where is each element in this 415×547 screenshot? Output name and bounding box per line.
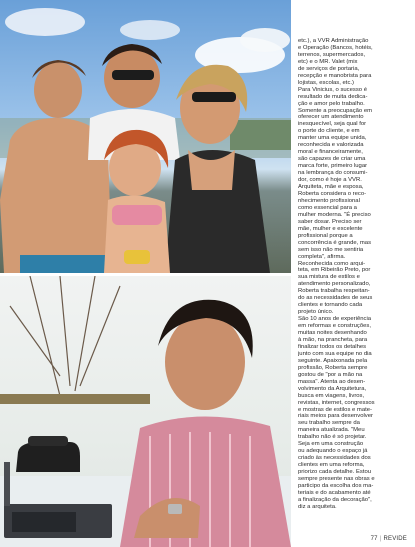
- article-line: resultado de muita dedica-: [298, 93, 368, 100]
- article-line: finalizar todos os detalhes: [298, 343, 367, 350]
- article-line: sua mistura de estilos e: [298, 274, 360, 281]
- article-line: recepção e manobrista para: [298, 72, 372, 79]
- article-line: junto com sua equipe no dia: [298, 350, 372, 357]
- article-line: oferecer um atendimento: [298, 114, 364, 121]
- article-line: gostou de "por a mão na: [298, 371, 363, 378]
- article-line: criado às necessidades dos: [298, 455, 371, 462]
- article-line: teta, em Ribeirão Preto, por: [298, 267, 371, 274]
- article-line: sem isso não me sentiria: [298, 246, 364, 253]
- article-line: na lembrança do consumi-: [298, 170, 368, 177]
- article-line: clientes em uma reforma,: [298, 462, 365, 469]
- article-line: a finalização da decoração",: [298, 496, 372, 503]
- article-line: em reformas e construções,: [298, 323, 372, 330]
- article-line: revistas, internet, congressos: [298, 399, 375, 406]
- article-line: Roberta trabalha respeitan-: [298, 288, 370, 295]
- article-line: busca em viagens, livros,: [298, 392, 365, 399]
- article-line: profissão, Roberta sempre: [298, 364, 368, 371]
- article-line: saber dosar. Preciso ser: [298, 218, 362, 225]
- article-line: o porte do cliente, e em: [298, 128, 360, 135]
- page-number: 77: [370, 536, 378, 542]
- article-line: atendimento personalizado,: [298, 281, 371, 288]
- article-line: marca forte, primeiro lugar: [298, 163, 368, 170]
- article-line: reconhecida e valorizada: [298, 142, 364, 149]
- article-line: sempre presente nas obras e: [298, 476, 375, 483]
- family-photo-illustration: [0, 0, 291, 273]
- article-line: etc.), a VVR Administração: [298, 38, 369, 44]
- article-line: à mão, na prancheta, para: [298, 336, 368, 343]
- portrait-photo: [0, 276, 291, 547]
- article-line: ção e amor pelo trabalho.: [298, 100, 365, 107]
- article-line: teriais e do acabamento até: [298, 489, 371, 496]
- article-line: clientes e tornando cada: [298, 302, 363, 309]
- article-line: do as necessidades de seus: [298, 295, 373, 302]
- folio-separator: |: [379, 536, 382, 542]
- article-line: maneira atualizada. "Meu: [298, 427, 365, 434]
- article-line: terrenos, supermercados,: [298, 51, 366, 58]
- article-line: etc) e o MR. Valet (mix: [298, 58, 358, 65]
- article-line: concorrência é grande, mas: [298, 239, 372, 246]
- article-line: Seja em uma construção: [298, 441, 364, 448]
- magazine-name: REVIDE: [383, 536, 407, 542]
- page-footer: [371, 536, 407, 542]
- article-line: dor, como é hoje a VVR.: [298, 177, 362, 184]
- article-line: Somente a preocupação em: [298, 107, 373, 114]
- article-line: riais meios para desenvolver: [298, 413, 373, 420]
- article-line: ou adequando o espaço já: [298, 448, 368, 455]
- article-line: como essencial para a: [298, 204, 357, 211]
- article-line: são capazes de criar uma: [298, 156, 366, 163]
- article-line: projeto único.: [298, 309, 334, 316]
- article-line: priorizo cada detalhe. Estou: [298, 469, 372, 476]
- article-line: inesquecível, seja qual for: [298, 121, 367, 128]
- article-line: volvimento da Arquitetura,: [298, 385, 367, 392]
- article-line: trabalho não é só projetar.: [298, 434, 367, 441]
- article-line: lojistas, escolas, etc.): [298, 79, 354, 86]
- article-line: diz a arquiteta.: [298, 503, 337, 510]
- article-line: participo da escolha dos ma-: [298, 483, 374, 489]
- article-line: massa". Atenta ao desen-: [298, 378, 366, 385]
- article-line: completa", afirma.: [298, 253, 346, 260]
- article-line: e Operação (Bancos, hotéis,: [298, 44, 373, 51]
- article-line: seguinte. Apaixonada pela: [298, 357, 368, 364]
- article-line: moral e financeiramente,: [298, 149, 363, 156]
- article-line: mulher moderna. "É preciso: [298, 211, 371, 218]
- article-line: profissional porque a: [298, 232, 353, 239]
- article-line: de serviços de portaria,: [298, 65, 360, 72]
- article-line: Reconhecida como arqui-: [298, 260, 366, 267]
- article-line: São 10 anos de experiência: [298, 316, 372, 323]
- article-line: Para Vinicius, o sucesso é: [298, 86, 367, 93]
- family-photo: [0, 0, 291, 273]
- article-line: Roberta considera o reco-: [298, 190, 367, 197]
- article-line: Arquiteta, mãe e esposa,: [298, 184, 364, 191]
- portrait-photo-illustration: [0, 276, 291, 547]
- article-line: e mostras de estilos e mate-: [298, 406, 372, 413]
- article-line: nhecimento profissional: [298, 197, 360, 204]
- article-body: [298, 38, 410, 518]
- article-line: seu trabalho sempre da: [298, 420, 360, 427]
- article-line: mãe, mulher e excelente: [298, 225, 363, 232]
- article-line: manter uma equipe unida,: [298, 135, 367, 142]
- article-line: muitas noites desenhando: [298, 330, 367, 337]
